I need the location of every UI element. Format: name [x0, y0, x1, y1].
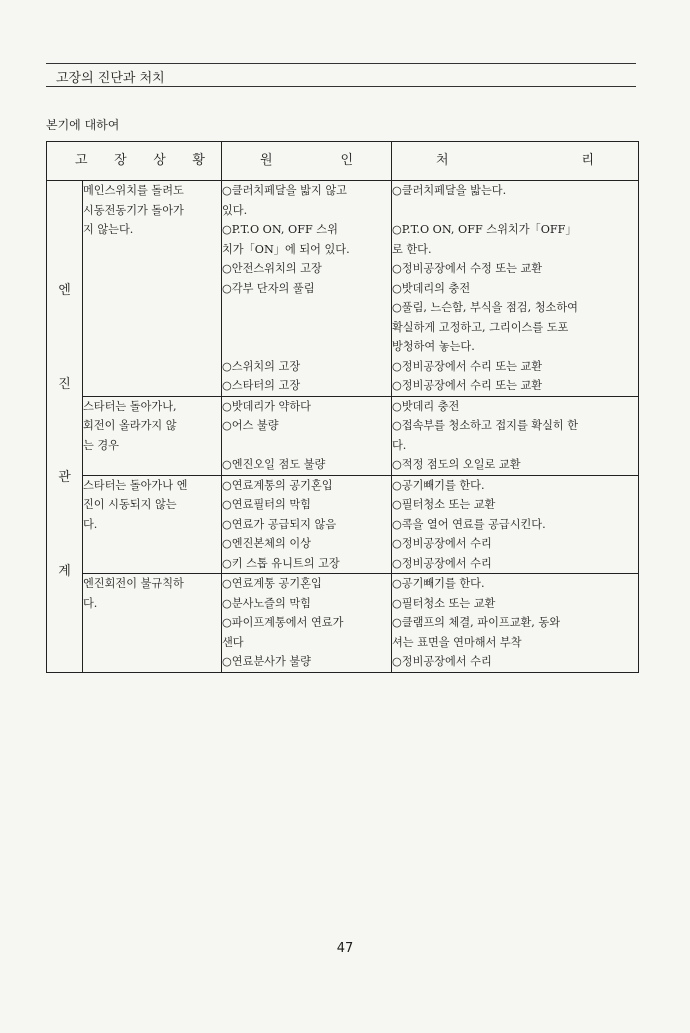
cell-line: ○필터청소 또는 교환	[392, 596, 496, 610]
cell-line: 스타터는 돌아가나,	[83, 399, 177, 413]
page-number: 47	[336, 941, 354, 956]
cell-line: ○엔진오일 점도 불량	[222, 458, 326, 471]
cell-line: ○밧데리의 충전	[392, 281, 471, 295]
cell-line: ○풀림, 느슨함, 부식을 점검, 청소하여	[392, 301, 578, 314]
cell-line: ○클러치페달을 밟지 않고	[222, 184, 347, 197]
cell-line: ○P.T.O ON, OFF 스위치가「OFF」	[392, 223, 577, 236]
symptom-cell	[83, 574, 222, 673]
cell-line: ○키 스톱 유니트의 고장	[222, 556, 340, 570]
cell-line: ○정비공장에서 수리	[392, 655, 492, 668]
category-char: 진	[58, 376, 71, 392]
cell-line: ○정비공장에서 수리 또는 교환	[392, 359, 543, 373]
cell-line: ○공기빼기를 한다.	[392, 577, 485, 590]
cell-line: ○정비공장에서 수리 또는 교환	[392, 379, 543, 392]
header-char: 고	[75, 153, 88, 169]
table-row	[47, 181, 639, 397]
cell-line: 시동전동기가 돌아가	[83, 203, 184, 217]
diagnosis-table	[46, 141, 639, 673]
cell-line: ○적정 점도의 오일로 교환	[392, 458, 521, 471]
cell-line: 샌다	[222, 635, 244, 649]
cell-line: ○연료가 공급되지 않음	[222, 517, 337, 531]
cell-line: ○어스 불량	[222, 419, 279, 432]
header-char: 황	[192, 153, 205, 169]
cell-line: ○클램프의 체결, 파이프교환, 동와	[392, 616, 561, 629]
symptom-cell	[83, 475, 222, 574]
remedy-cell	[392, 574, 639, 673]
table-row	[47, 475, 639, 574]
cell-line: ○밧데리 충전	[392, 399, 460, 413]
table-row	[47, 396, 639, 475]
cell-line: ○분사노즐의 막힘	[222, 596, 311, 610]
cell-line: ○정비공장에서 수리	[392, 556, 492, 570]
cause-cell	[222, 475, 392, 574]
cell-line: 확실하게 고정하고, 그리이스를 도포	[392, 320, 569, 334]
running-header	[46, 63, 636, 87]
category-cell	[47, 181, 83, 673]
header-char: 인	[340, 153, 353, 169]
cell-line: ○엔진본체의 이상	[222, 537, 311, 550]
cell-line: 회전이 올라가지 않	[83, 419, 177, 432]
cause-cell	[222, 574, 392, 673]
cell-line: 다.	[83, 517, 98, 531]
category-char: 계	[58, 563, 71, 579]
cell-line: 방청하여 놓는다.	[392, 340, 475, 353]
cell-line: ○연료계통의 공기혼입	[222, 478, 333, 492]
cell-line: 진이 시동되지 않는	[83, 498, 177, 511]
cause-cell	[222, 396, 392, 475]
category-char: 엔	[58, 283, 71, 298]
cell-line: 셔는 표면을 연마해서 부착	[392, 635, 522, 649]
cell-line: ○스타터의 고장	[222, 379, 301, 392]
cell-line: ○클러치페달을 밟는다.	[392, 184, 507, 197]
header-char: 리	[581, 153, 594, 169]
header-symptom	[47, 142, 222, 181]
header-char: 장	[114, 153, 127, 169]
cell-line: ○밧데리가 약하다	[222, 399, 311, 413]
cell-line: ○정비공장에서 수정 또는 교환	[392, 262, 543, 275]
cell-line: 는 경우	[83, 438, 119, 452]
cause-cell	[222, 181, 392, 397]
cell-line: ○안전스위치의 고장	[222, 262, 322, 275]
cell-line: ○접속부를 청소하고 접지를 확실히 한	[392, 419, 579, 432]
header-char: 상	[153, 153, 166, 169]
cell-line: 메인스위치를 돌려도	[83, 184, 184, 197]
cell-line: ○연료필터의 막힘	[222, 498, 311, 511]
remedy-cell	[392, 396, 639, 475]
cell-line: ○연료계통 공기혼입	[222, 577, 322, 590]
cell-line: ○각부 단자의 풀림	[222, 281, 315, 295]
header-remedy	[392, 142, 639, 181]
header-cause	[222, 142, 392, 181]
cell-line: 있다.	[222, 203, 248, 217]
table-row	[47, 574, 639, 673]
header-char: 처	[436, 153, 449, 169]
cell-line: ○파이프계통에서 연료가	[222, 616, 344, 629]
cell-line: ○공기빼기를 한다.	[392, 478, 485, 492]
cell-line: 지 않는다.	[83, 223, 134, 236]
cell-line: ○연료분사가 불량	[222, 655, 311, 668]
cell-line: 스타터는 돌아가나 엔	[83, 478, 188, 492]
remedy-cell	[392, 475, 639, 574]
table-header-row	[47, 142, 639, 181]
cell-line: 치가「ON」에 되어 있다.	[222, 242, 350, 256]
category-char: 관	[58, 470, 71, 485]
symptom-cell	[83, 396, 222, 475]
cell-line: 엔진회전이 불규칙하	[83, 577, 184, 590]
cell-line: 로 한다.	[392, 242, 432, 256]
header-char: 원	[260, 153, 273, 169]
remedy-cell	[392, 181, 639, 397]
cell-line: 다.	[392, 438, 407, 452]
cell-line: ○정비공장에서 수리	[392, 537, 492, 550]
cell-line: ○콕을 열어 연료를 공급시킨다.	[392, 517, 546, 531]
symptom-cell	[83, 181, 222, 397]
cell-line: ○P.T.O ON, OFF 스위	[222, 223, 338, 236]
header-title: 고장의 진단과 처치	[56, 71, 165, 86]
cell-line: 다.	[83, 596, 98, 610]
cell-line: ○필터청소 또는 교환	[392, 498, 496, 511]
section-subtitle: 본기에 대하여	[46, 118, 120, 132]
cell-line: ○스위치의 고장	[222, 359, 301, 373]
